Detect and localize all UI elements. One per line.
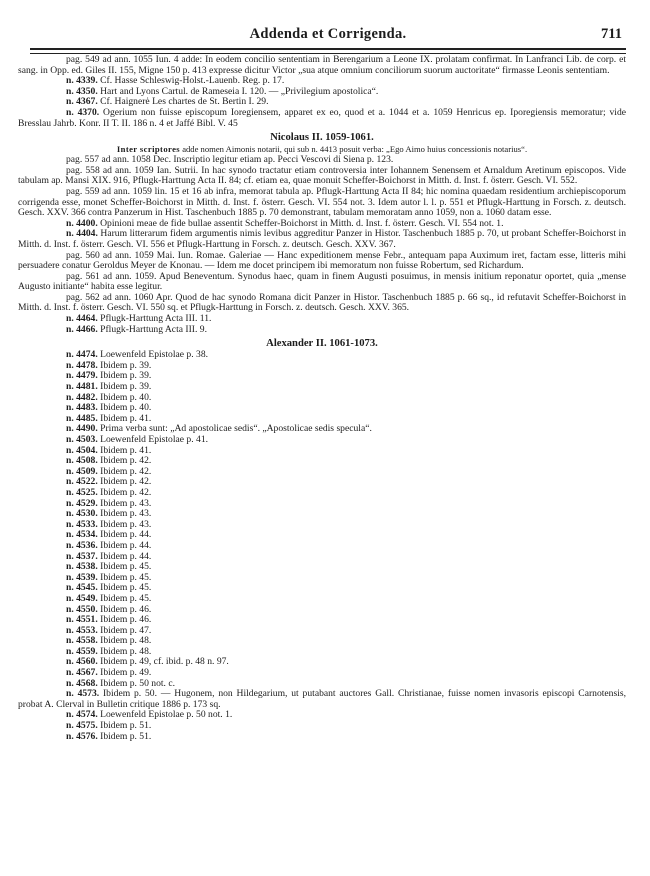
entry-number: n. 4350. bbox=[66, 85, 98, 97]
entry-number: n. 4529. bbox=[66, 497, 98, 509]
paragraph-list bbox=[18, 155, 626, 314]
entry-number: n. 4576. bbox=[66, 730, 98, 742]
paragraph: n. 4400. Opinioni meae de fide bullae assentit Scheffer-Boichorst in Mitth. d. Inst. f. österr. Gesch. VI. 554 not. 1. bbox=[66, 217, 504, 229]
entry-text: Ibidem p. 42. bbox=[100, 465, 152, 477]
section-heading-alexander: Alexander II. 1061-1073. bbox=[266, 338, 378, 350]
entry-text: Ibidem p. 43. bbox=[100, 508, 152, 520]
entry-number: n. 4466. bbox=[66, 323, 98, 335]
entry-number: n. 4490. bbox=[66, 423, 98, 435]
entry-number: n. 4538. bbox=[66, 561, 98, 573]
entry-text: Ibidem p. 41. bbox=[100, 444, 152, 456]
entry-number: n. 4567. bbox=[66, 667, 98, 679]
entry-list bbox=[18, 350, 626, 689]
entry-text: Ibidem p. 40. bbox=[100, 402, 152, 414]
entry-number: n. 4568. bbox=[66, 677, 98, 689]
entry-text: Ibidem p. 51. bbox=[100, 720, 152, 732]
entry-number: n. 4536. bbox=[66, 539, 98, 551]
entry-text: Ibidem p. 51. bbox=[100, 730, 152, 742]
entry-text: Ibidem p. 39. bbox=[100, 359, 152, 371]
entry-text: Ibidem p. 39. bbox=[100, 370, 152, 382]
entry-number: n. 4482. bbox=[66, 391, 98, 403]
entry-number: n. 4504. bbox=[66, 444, 98, 456]
entry-number: n. 4503. bbox=[66, 434, 98, 445]
entry-text: Pflugk-Harttung Acta III. 11. bbox=[100, 313, 212, 325]
entry-line bbox=[18, 325, 626, 336]
running-title: Addenda et Corrigenda. bbox=[249, 26, 407, 42]
entry-number: n. 4464. bbox=[66, 313, 98, 325]
entry-text: Ibidem p. 45. bbox=[100, 571, 152, 583]
page-header bbox=[30, 26, 626, 42]
entry-number: n. 4553. bbox=[66, 624, 98, 636]
entry-number: n. 4522. bbox=[66, 476, 98, 488]
entry-number: n. 4481. bbox=[66, 381, 98, 393]
entry-line bbox=[18, 732, 626, 743]
entry-text: Hart and Lyons Cartul. de Rameseia I. 120. — „Privilegium apostolica“. bbox=[100, 85, 379, 97]
entry-text: Ibidem p. 45. bbox=[100, 582, 152, 594]
paragraph: pag. 549 ad ann. 1055 Iun. 4 adde: In eodem concilio sententiam in Berengarium a Leone IX. prolatam confirmat. In Lanfranci Lib. de corp. et sang. in Opp. ed. Giles II. 155, Migne 150 p. 413 expresse dicitur Victor „sua atque omnium conciliorum suorum auctoritate“ firmasse Leonis sententiam. bbox=[18, 54, 626, 76]
entry-text: Ibidem p. 49. bbox=[100, 667, 152, 679]
entry-number: n. 4483. bbox=[66, 402, 98, 414]
entry-text: Ibidem p. 47. bbox=[100, 624, 152, 636]
paragraph: n. 4404. Harum litterarum fidem argumentis nimis levibus aggreditur Panzer in Histor. Taschenbuch 1885 p. 70, ut probant Scheffer-Boichorst in Mitth. d. Inst. f. österr. Gesch. VI. 556 et Pflugk-Harttung in Forsch. z. deutsch. Gesch. XXV. 367. bbox=[18, 228, 626, 250]
entry-number: n. 4534. bbox=[66, 529, 98, 541]
entry-text: Loewenfeld Epistolae p. 38. bbox=[100, 349, 209, 361]
entry-number: n. 4339. bbox=[66, 75, 98, 87]
entry-text: Ibidem p. 45. bbox=[100, 561, 152, 573]
entry-list bbox=[18, 710, 626, 742]
entry-number: n. 4537. bbox=[66, 550, 98, 562]
entry-text: Pflugk-Harttung Acta III. 9. bbox=[100, 323, 207, 335]
entry-text: Cf. Hasse Schleswig-Holst.-Lauenb. Reg. p. 17. bbox=[100, 75, 285, 87]
entry-number: n. 4573. bbox=[66, 688, 100, 700]
entry-text: Ibidem p. 44. bbox=[100, 529, 152, 541]
section-heading-nicolaus: Nicolaus II. 1059-1061. bbox=[270, 132, 374, 144]
section-note-text: adde nomen Aimonis notarii, qui sub n. 4413 posuit verba: „Ego Aimo huius concessionis notarius“. bbox=[182, 144, 528, 155]
paragraph: pag. 558 ad ann. 1059 Ian. Sutrii. In hac synodo tractatur etiam controversia inter Iohannem Senensem et Arnaldum Aretinum episcopos. Vide tabulam ap. Mansi XIX. 916, Pflugk-Harttung Acta II. 84; cf. etiam ea, quae monuit Scheffer-Boichorst in Mitth. d. Inst. f. österr. Gesch. VI. 552. bbox=[18, 164, 626, 187]
entry-number: n. 4560. bbox=[66, 656, 98, 668]
entry-number: n. 4485. bbox=[66, 412, 98, 424]
entry-text: Ibidem p. 49, cf. ibid. p. 48 n. 97. bbox=[100, 656, 229, 668]
entry-number: n. 4367. bbox=[66, 96, 98, 108]
entry-number: n. 4479. bbox=[66, 370, 98, 382]
paragraph: n. 4370. Ogerium non fuisse episcopum Ioregiensem, apparet ex eo, quod et a. 1044 et a. 1059 Henricus ep. Iporegiensis memoratur; vide Bresslau Jahrb. Konr. II T. II. 186 n. 4 et Jaffé Bibl. V. 45 bbox=[18, 106, 627, 129]
paragraph: pag. 562 ad ann. 1060 Apr. Quod de hac synodo Romana dicit Panzer in Histor. Taschenbuch 1885 p. 66 sq., id refutavit Scheffer-Boichorst in Mitth. d. Inst. f. österr. Gesch. VI. 550 sq. et Pflugk-Harttung in Forsch. z. deutsch. Gesch. XXV. 365. bbox=[18, 291, 626, 314]
entry-number: n. 4550. bbox=[66, 603, 98, 615]
entry-text: Ibidem p. 42. bbox=[100, 455, 152, 467]
entry-text: Ibidem p. 43. bbox=[100, 497, 152, 509]
entry-number: n. 4474. bbox=[66, 349, 98, 361]
entry-text: Ibidem p. 46. bbox=[100, 614, 152, 626]
entry-text: Ibidem p. 46. bbox=[100, 603, 152, 615]
entry-text: Ibidem p. 48. bbox=[100, 645, 152, 657]
paragraph: pag. 559 ad ann. 1059 lin. 15 et 16 ab infra, memorat tabula ap. Pflugk-Harttung Acta II 84; hic nomina quaedam residentium archiepiscoporum corrigenda esse, monet Scheffer-Boichorst in Mitth. d. Inst. f. österr. Gesch. VI. 554 not. 3. Idem autor l. l. p. 551 et Pflugk-Harttung in Forsch. z. deutsch. Gesch. XXV. 366 contra Panzerum in Hist. Taschenbuch 1885 p. 70 demonstrant, tabulam memoratam anno 1059, non a. 1060 datam esse. bbox=[18, 185, 626, 219]
entry-number: n. 4370. bbox=[66, 106, 100, 118]
entry-text: Ibidem p. 39. bbox=[100, 381, 152, 393]
header-rule-thick bbox=[30, 48, 626, 50]
entry-number: n. 4558. bbox=[66, 635, 98, 647]
entry-number: n. 4545. bbox=[66, 582, 98, 594]
paragraph: pag. 557 ad ann. 1058 Dec. Inscriptio legitur etiam ap. Pecci Vescovi di Siena p. 123. bbox=[66, 154, 394, 166]
entry-text: Ibidem p. 40. bbox=[100, 391, 152, 403]
entry-number: n. 4400. bbox=[66, 217, 98, 229]
entry-number: n. 4574. bbox=[66, 709, 98, 721]
entry-text: Ibidem p. 50 not. c. bbox=[100, 677, 175, 689]
entry-number: n. 4525. bbox=[66, 486, 98, 498]
entry-number: n. 4551. bbox=[66, 614, 98, 626]
entry-number: n. 4508. bbox=[66, 455, 98, 467]
entry-text: Prima verba sunt: „Ad apostolicae sedis“. „Apostolicae sedis specula“. bbox=[100, 423, 372, 435]
entry-text: Ibidem p. 48. bbox=[100, 635, 152, 647]
entry-text: Loewenfeld Epistolae p. 41. bbox=[100, 434, 209, 445]
entry-number: n. 4549. bbox=[66, 592, 98, 604]
entry-list bbox=[18, 314, 626, 335]
entry-number: n. 4478. bbox=[66, 359, 98, 371]
entry-number: n. 4533. bbox=[66, 518, 98, 530]
entry-text: Ibidem p. 42. bbox=[100, 476, 152, 488]
entry-text: Loewenfeld Epistolae p. 50 not. 1. bbox=[100, 709, 233, 721]
page-number: 711 bbox=[601, 26, 622, 42]
paragraph: pag. 561 ad ann. 1059. Apud Beneventum. Synodus haec, quam in finem Augusti posuimus, in mensis initium reponatur oportet, quia „mense Augusto initiante“ habita esse legitur. bbox=[18, 270, 626, 293]
entry-number: n. 4404. bbox=[66, 228, 98, 240]
entry-text: Ibidem p. 41. bbox=[100, 412, 152, 424]
paragraph: pag. 560 ad ann. 1059 Mai. Iun. Romae. Galeriae — Hanc expeditionem mense Febr., antequam papa Auximum iret, factam esse, litteris mihi persuadere conatur Geroldus Meyer de Knonau. — Idem me docet principem ibi memoratum non fuisse Robertum, sed Richardum. bbox=[18, 249, 626, 272]
entry-text: Cf. Haignerė Les chartes de St. Bertin I. 29. bbox=[100, 96, 269, 108]
entry-number: n. 4530. bbox=[66, 508, 98, 520]
section-note-lead: Inter scriptores bbox=[116, 144, 181, 155]
entry-text: Ibidem p. 44. bbox=[100, 539, 152, 551]
entry-text: Ibidem p. 43. bbox=[100, 518, 152, 530]
page-body bbox=[18, 55, 626, 742]
entry-text: Ibidem p. 45. bbox=[100, 592, 152, 604]
entry-number: n. 4509. bbox=[66, 465, 98, 477]
entry-number: n. 4539. bbox=[66, 571, 98, 583]
entry-text: Ibidem p. 42. bbox=[100, 486, 152, 498]
entry-number: n. 4559. bbox=[66, 645, 98, 657]
entry-text: Ibidem p. 44. bbox=[100, 550, 152, 562]
paragraph: n. 4573. Ibidem p. 50. — Hugonem, non Hildegarium, ut putabant auctores Gall. Christianae, fuisse nomen invasoris episcopi Carnotensis, probat A. Clerval in Bulletin critique 1886 p. 173 sq. bbox=[18, 688, 627, 710]
entry-list bbox=[18, 76, 626, 108]
entry-number: n. 4575. bbox=[66, 720, 98, 732]
